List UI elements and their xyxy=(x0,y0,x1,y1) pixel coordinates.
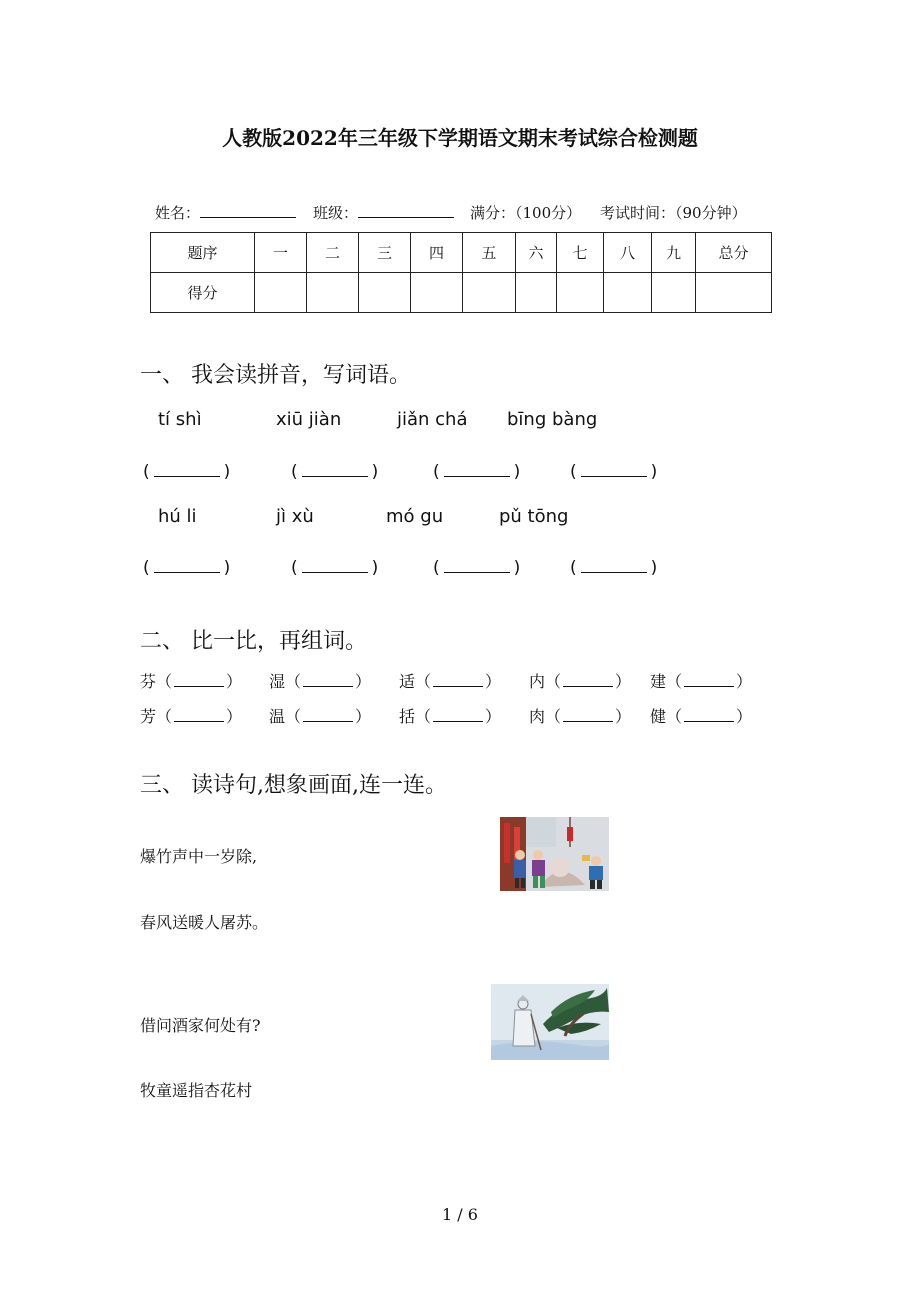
answer-blank[interactable] xyxy=(302,556,368,573)
new-year-firecracker-picture[interactable] xyxy=(500,817,609,891)
answer-bracket[interactable]: ( ) xyxy=(291,558,379,578)
poem-line[interactable]: 春风送暖人屠苏。 xyxy=(140,913,269,932)
score-cell[interactable] xyxy=(463,273,516,313)
pinyin: mó gu xyxy=(386,506,444,527)
class-label: 班级： xyxy=(313,202,454,223)
table-cell: 八 xyxy=(604,233,652,273)
class-blank[interactable] xyxy=(358,203,454,218)
name-blank[interactable] xyxy=(200,203,296,218)
table-cell: 七 xyxy=(557,233,604,273)
table-cell: 总分 xyxy=(696,233,772,273)
pinyin: xiū jiàn xyxy=(276,409,342,430)
exam-time: 考试时间：（90分钟） xyxy=(600,204,747,222)
answer-blank[interactable] xyxy=(303,706,353,722)
score-cell[interactable] xyxy=(652,273,696,313)
table-cell: 九 xyxy=(652,233,696,273)
answer-bracket[interactable]: ( ) xyxy=(143,462,231,482)
compare-item[interactable]: 建（ ） xyxy=(650,672,753,691)
score-cell[interactable] xyxy=(516,273,557,313)
answer-blank[interactable] xyxy=(581,556,647,573)
full-marks: 满分：（100分） xyxy=(470,204,582,222)
table-cell: 六 xyxy=(516,233,557,273)
page-number: 1 / 6 xyxy=(442,1205,478,1224)
poem-line[interactable]: 牧童遥指杏花村 xyxy=(140,1081,253,1100)
pinyin: hú li xyxy=(158,506,197,527)
compare-item[interactable]: 健（ ） xyxy=(650,707,753,726)
answer-blank[interactable] xyxy=(563,671,613,687)
score-cell[interactable] xyxy=(307,273,359,313)
compare-item[interactable]: 内（ ） xyxy=(529,672,632,691)
answer-blank[interactable] xyxy=(302,460,368,477)
compare-item[interactable]: 芳（ ） xyxy=(140,707,243,726)
table-cell: 三 xyxy=(359,233,411,273)
name-label: 姓名： xyxy=(155,202,296,223)
compare-item[interactable]: 湿（ ） xyxy=(269,672,372,691)
answer-bracket[interactable]: ( ) xyxy=(570,558,658,578)
score-cell[interactable] xyxy=(411,273,463,313)
answer-bracket[interactable]: ( ) xyxy=(143,558,231,578)
table-cell: 五 xyxy=(463,233,516,273)
answer-blank[interactable] xyxy=(684,706,734,722)
score-cell[interactable] xyxy=(696,273,772,313)
table-cell: 二 xyxy=(307,233,359,273)
answer-blank[interactable] xyxy=(581,460,647,477)
answer-bracket[interactable]: ( ) xyxy=(433,558,521,578)
answer-blank[interactable] xyxy=(154,460,220,477)
pinyin: jì xù xyxy=(276,506,314,527)
compare-item[interactable]: 肉（ ） xyxy=(529,707,632,726)
pinyin: bīng bàng xyxy=(507,409,598,430)
score-cell[interactable] xyxy=(604,273,652,313)
pine-tree-traveler-picture[interactable] xyxy=(491,984,609,1060)
section1-heading: 一、 我会读拼音，写词语。 xyxy=(140,363,411,388)
table-cell: 四 xyxy=(411,233,463,273)
answer-bracket[interactable]: ( ) xyxy=(570,462,658,482)
score-header-row xyxy=(151,233,772,273)
answer-blank[interactable] xyxy=(174,706,224,722)
pinyin: jiǎn chá xyxy=(397,409,468,430)
section2-heading: 二、 比一比，再组词。 xyxy=(140,629,367,654)
table-cell: 得分 xyxy=(151,273,255,313)
pinyin: pǔ tōng xyxy=(499,506,569,527)
answer-blank[interactable] xyxy=(563,706,613,722)
poem-line[interactable]: 爆竹声中一岁除, xyxy=(140,847,258,866)
compare-item[interactable]: 芬（ ） xyxy=(140,672,243,691)
pinyin: tí shì xyxy=(158,409,202,430)
table-cell: 一 xyxy=(255,233,307,273)
answer-blank[interactable] xyxy=(303,671,353,687)
table-cell: 题序 xyxy=(151,233,255,273)
answer-blank[interactable] xyxy=(433,671,483,687)
answer-blank[interactable] xyxy=(684,671,734,687)
answer-blank[interactable] xyxy=(444,556,510,573)
score-cell[interactable] xyxy=(557,273,604,313)
answer-blank[interactable] xyxy=(433,706,483,722)
score-value-row xyxy=(151,273,772,313)
poem-line[interactable]: 借问酒家何处有? xyxy=(140,1016,261,1035)
page-title: 人教版2022年三年级下学期语文期末考试综合检测题 xyxy=(222,126,698,150)
compare-item[interactable]: 括（ ） xyxy=(399,707,502,726)
answer-blank[interactable] xyxy=(444,460,510,477)
answer-bracket[interactable]: ( ) xyxy=(291,462,379,482)
compare-item[interactable]: 适（ ） xyxy=(399,672,502,691)
score-cell[interactable] xyxy=(255,273,307,313)
compare-item[interactable]: 温（ ） xyxy=(269,707,372,726)
score-table xyxy=(150,232,772,313)
section3-heading: 三、 读诗句,想象画面,连一连。 xyxy=(140,773,447,798)
answer-blank[interactable] xyxy=(154,556,220,573)
answer-blank[interactable] xyxy=(174,671,224,687)
score-cell[interactable] xyxy=(359,273,411,313)
answer-bracket[interactable]: ( ) xyxy=(433,462,521,482)
